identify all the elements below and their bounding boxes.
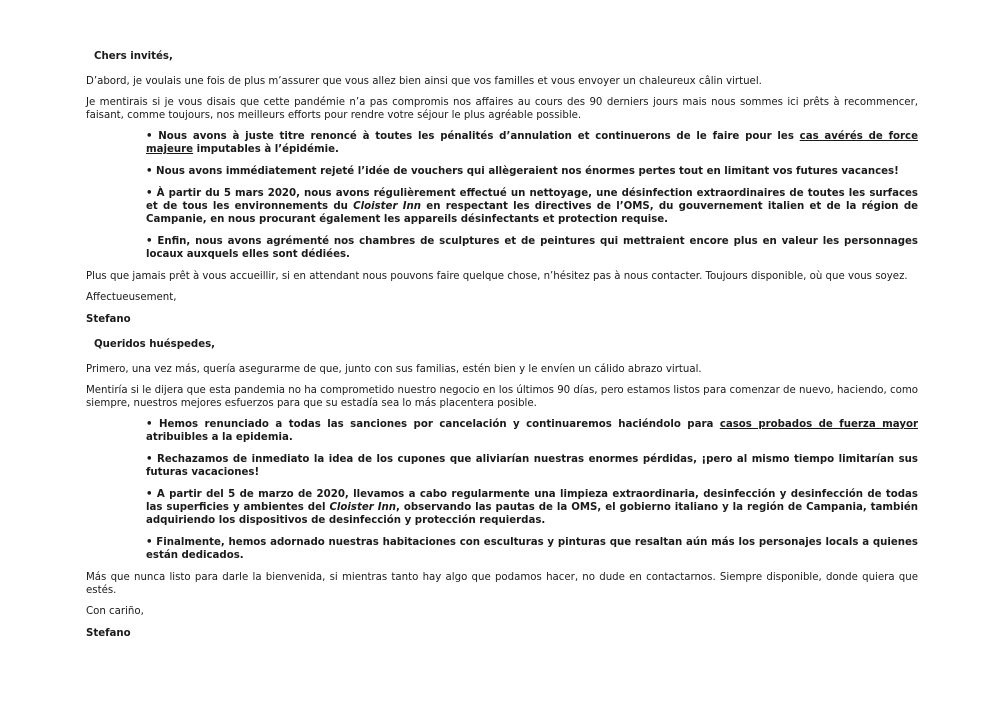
- bullet-list-es: [146, 418, 918, 562]
- fuerza-mayor-link: casos probados de fuerza mayor: [719, 419, 918, 430]
- signature-es: Stefano: [86, 628, 131, 639]
- force-majeure-link: cas avérés de force majeure: [146, 131, 918, 155]
- closing-es: Con cariño,: [86, 606, 144, 617]
- hotel-name-es: Cloister Inn: [329, 502, 397, 513]
- bullet-fr-3: [146, 187, 918, 226]
- bullet-es-3: [146, 488, 918, 527]
- paragraph-es-2: Mentiría si le dijera que esta pandemia no ha comprometido nuestro negocio en los últimos 90 días, pero estamos listos para comenzar de nuevo, haciendo, como siempre, nuestros mejores esfuerzos para que su estadía sea lo más placentera posible.: [86, 385, 918, 409]
- bullet-es-3-end: , observando las pautas de la OMS, el gobierno italiano y la región de Campania, también adquiriendo los dispositivos de desinfección y protección requierdas.: [146, 502, 918, 526]
- paragraph-fr-3: Plus que jamais prêt à vous accueillir, si en attendant nous pouvons faire quelque chose, n’hésitez pas à nous contacter. Toujours disponible, où que vous soyez.: [86, 271, 908, 282]
- bullet-fr-1-text: • Nous avons à juste titre renoncé à toutes les pénalités d’annulation et continuerons de le faire pour les: [146, 131, 800, 142]
- bullet-fr-3-end: en respectant les directives de l’OMS, du gouvernement italien et de la région de Campanie, en nous procurant également les appareils désinfectants et protection requise.: [146, 201, 919, 225]
- spanish-section: [86, 338, 918, 640]
- greeting-fr: Chers invités,: [94, 51, 173, 62]
- french-section: [86, 50, 918, 326]
- bullet-list-fr: [146, 130, 918, 261]
- bullet-es-1: [146, 418, 918, 444]
- bullet-es-4: • Finalmente, hemos adornado nuestras habitaciones con esculturas y pinturas que resaltan aún más los personajes locals a quienes están dedicados.: [146, 537, 918, 561]
- greeting-es: Queridos huéspedes,: [94, 339, 216, 350]
- bullet-fr-2: • Nous avons immédiatement rejeté l’idée de vouchers qui allègeraient nos énormes pertes tout en limitant vos futures vacances!: [146, 166, 899, 177]
- bullet-es-3-text: • A partir del 5 de marzo de 2020, llevamos a cabo regularmente una limpieza extraordinaria, desinfección y desinfección de todas las superficies y ambientes del: [146, 489, 918, 513]
- bullet-es-1-end: atribuibles a la epidemia.: [146, 432, 293, 443]
- hotel-name-fr: Cloister Inn: [353, 201, 422, 212]
- bullet-fr-1-end: imputables à l’épidémie.: [193, 144, 339, 155]
- closing-fr: Affectueusement,: [86, 292, 177, 303]
- bullet-es-2: • Rechazamos de inmediato la idea de los cupones que aliviarían nuestras enormes pérdidas, ¡pero al mismo tiempo limitarían sus futuras vacaciones!: [146, 454, 918, 478]
- paragraph-fr-2: Je mentirais si je vous disais que cette pandémie n’a pas compromis nos affaires au cours des 90 derniers jours mais nous sommes ici prêts à recommencer, faisant, comme toujours, nos meilleurs efforts pour rendre votre séjour le plus agréable possible.: [86, 97, 918, 121]
- bullet-fr-1: [146, 130, 918, 156]
- bullet-fr-4: • Enfin, nous avons agrémenté nos chambres de sculptures et de peintures qui mettraient encore plus en valeur les personnages locaux auxquels elles sont dédiées.: [146, 236, 918, 260]
- paragraph-es-1: Primero, una vez más, quería asegurarme de que, junto con sus familias, estén bien y le envíen un cálido abrazo virtual.: [86, 364, 702, 375]
- bullet-es-1-text: • Hemos renunciado a todas las sanciones por cancelación y continuaremos haciéndolo para: [146, 419, 720, 430]
- signature-fr: Stefano: [86, 314, 131, 325]
- paragraph-fr-1: D’abord, je voulais une fois de plus m’assurer que vous allez bien ainsi que vos familles et vous envoyer un chaleureux câlin virtuel.: [86, 76, 762, 87]
- letter-body: [86, 50, 918, 640]
- paragraph-es-3: Más que nunca listo para darle la bienvenida, si mientras tanto hay algo que podamos hacer, no dude en contactarnos. Siempre disponible, donde quiera que estés.: [86, 572, 918, 596]
- bullet-fr-3-text: • À partir du 5 mars 2020, nous avons régulièrement effectué un nettoyage, une désinfection extraordinaires de toutes les surfaces et de tous les environnements du: [146, 188, 918, 212]
